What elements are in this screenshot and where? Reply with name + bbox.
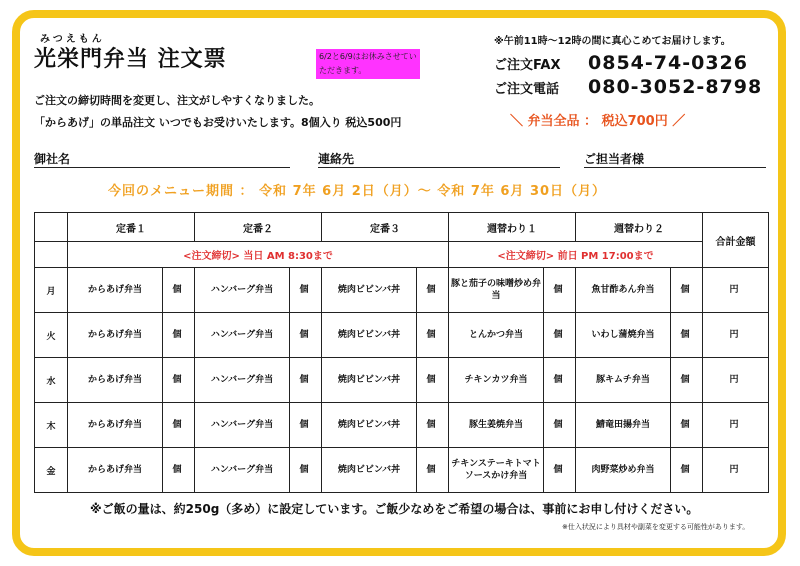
quantity-cell[interactable]: 個 xyxy=(290,268,322,313)
delivery-note: ※午前11時～12時の間に真心こめてお届けします。 xyxy=(494,36,731,47)
quantity-cell[interactable]: 個 xyxy=(290,403,322,448)
column-header-teiban-2: 定番２ xyxy=(195,213,322,242)
column-header-teiban-1: 定番１ xyxy=(68,213,195,242)
intro-line-1: ご注文の締切時間を変更し、注文がしやすくなりました。 xyxy=(34,94,320,107)
quantity-cell[interactable]: 個 xyxy=(671,403,703,448)
menu-item: 焼肉ビビンバ丼 xyxy=(322,403,417,448)
menu-item: 焼肉ビビンバ丼 xyxy=(322,448,417,493)
quantity-cell[interactable]: 個 xyxy=(544,448,576,493)
menu-item: 豚キムチ弁当 xyxy=(576,358,671,403)
table-row xyxy=(35,448,769,493)
quantity-cell[interactable]: 個 xyxy=(163,313,195,358)
quantity-cell[interactable]: 個 xyxy=(417,268,449,313)
corner-cell xyxy=(35,213,68,242)
menu-item: からあげ弁当 xyxy=(68,403,163,448)
total-cell[interactable]: 円 xyxy=(703,358,769,403)
order-table xyxy=(34,212,769,493)
rice-note: ※ご飯の量は、約250g（多め）に設定しています。ご飯少なめをご希望の場合は、事前にお申し付けください。 xyxy=(90,502,699,516)
quantity-cell[interactable]: 個 xyxy=(417,448,449,493)
quantity-cell[interactable]: 個 xyxy=(671,358,703,403)
menu-item: チキンカツ弁当 xyxy=(449,358,544,403)
menu-item: ハンバーグ弁当 xyxy=(195,268,290,313)
menu-item: 焼肉ビビンバ丼 xyxy=(322,358,417,403)
day-label: 水 xyxy=(35,358,68,403)
quantity-cell[interactable]: 個 xyxy=(671,448,703,493)
quantity-cell[interactable]: 個 xyxy=(163,358,195,403)
menu-item: 焼肉ビビンバ丼 xyxy=(322,313,417,358)
quantity-cell[interactable]: 個 xyxy=(163,268,195,313)
menu-item: とんかつ弁当 xyxy=(449,313,544,358)
title-furigana: みつえもん xyxy=(40,34,105,45)
day-label: 金 xyxy=(35,448,68,493)
table-row xyxy=(35,313,769,358)
quantity-cell[interactable]: 個 xyxy=(290,448,322,493)
menu-item: ハンバーグ弁当 xyxy=(195,358,290,403)
holiday-note: 6/2と6/9はお休みさせていただきます。 xyxy=(316,49,420,79)
day-label: 火 xyxy=(35,313,68,358)
menu-item: ハンバーグ弁当 xyxy=(195,448,290,493)
day-label: 月 xyxy=(35,268,68,313)
menu-item: 魚甘酢あん弁当 xyxy=(576,268,671,313)
column-header-weekly-1: 週替わり１ xyxy=(449,213,576,242)
quantity-cell[interactable]: 個 xyxy=(544,313,576,358)
fax-number: 0854-74-0326 xyxy=(588,52,748,74)
menu-item: 豚と茄子の味噌炒め弁当 xyxy=(449,268,544,313)
page-title: 光栄門弁当 注文票 xyxy=(34,47,227,72)
fax-label: ご注文FAX xyxy=(494,58,561,73)
menu-item: 焼肉ビビンバ丼 xyxy=(322,268,417,313)
quantity-cell[interactable]: 個 xyxy=(417,313,449,358)
quantity-cell[interactable]: 個 xyxy=(163,403,195,448)
table-row xyxy=(35,268,769,313)
menu-item: 豚生姜焼弁当 xyxy=(449,403,544,448)
menu-item: からあげ弁当 xyxy=(68,358,163,403)
ingredient-note: ※仕入状況により具材や副菜を変更する可能性があります。 xyxy=(562,523,750,531)
menu-item: ハンバーグ弁当 xyxy=(195,313,290,358)
table-row xyxy=(35,358,769,403)
quantity-cell[interactable]: 個 xyxy=(290,313,322,358)
quantity-cell[interactable]: 個 xyxy=(417,403,449,448)
total-cell[interactable]: 円 xyxy=(703,268,769,313)
column-header-teiban-3: 定番３ xyxy=(322,213,449,242)
all-price-banner: ＼ 弁当全品 ： 税込700円 ／ xyxy=(510,114,686,129)
phone-label: ご注文電話 xyxy=(494,82,560,97)
quantity-cell[interactable]: 個 xyxy=(671,268,703,313)
column-header-total: 合計金額 xyxy=(703,213,769,268)
menu-item: 肉野菜炒め弁当 xyxy=(576,448,671,493)
quantity-cell[interactable]: 個 xyxy=(544,358,576,403)
menu-item: からあげ弁当 xyxy=(68,268,163,313)
menu-period: 今回のメニュー期間 ： 令和 7年 6月 2日（月）～ 令和 7年 6月 30日（月） xyxy=(108,184,607,199)
column-header-weekly-2: 週替わり２ xyxy=(576,213,703,242)
quantity-cell[interactable]: 個 xyxy=(290,358,322,403)
intro-line-2: 「からあげ」の単品注文 いつでもお受けいたします。8個入り 税込500円 xyxy=(34,116,402,129)
quantity-cell[interactable]: 個 xyxy=(544,268,576,313)
table-row xyxy=(35,403,769,448)
deadline-corner-cell xyxy=(35,242,68,268)
deadline-left: <注文締切> 当日 AM 8:30まで xyxy=(68,242,449,268)
phone-contact xyxy=(494,76,762,98)
day-label: 木 xyxy=(35,403,68,448)
company-field[interactable]: 御社名 xyxy=(34,150,290,168)
contact-field[interactable]: 連絡先 xyxy=(318,150,560,168)
total-cell[interactable]: 円 xyxy=(703,448,769,493)
total-cell[interactable]: 円 xyxy=(703,313,769,358)
menu-item: いわし蒲焼弁当 xyxy=(576,313,671,358)
menu-item: 鯖竜田揚弁当 xyxy=(576,403,671,448)
quantity-cell[interactable]: 個 xyxy=(544,403,576,448)
menu-item: からあげ弁当 xyxy=(68,448,163,493)
quantity-cell[interactable]: 個 xyxy=(671,313,703,358)
menu-item: からあげ弁当 xyxy=(68,313,163,358)
deadline-right: <注文締切> 前日 PM 17:00まで xyxy=(449,242,703,268)
quantity-cell[interactable]: 個 xyxy=(417,358,449,403)
person-field[interactable]: ご担当者様 xyxy=(584,150,766,168)
menu-item: ハンバーグ弁当 xyxy=(195,403,290,448)
total-cell[interactable]: 円 xyxy=(703,403,769,448)
menu-item: チキンステーキトマトソースかけ弁当 xyxy=(449,448,544,493)
phone-number: 080-3052-8798 xyxy=(588,76,763,98)
fax-contact xyxy=(494,52,748,74)
quantity-cell[interactable]: 個 xyxy=(163,448,195,493)
